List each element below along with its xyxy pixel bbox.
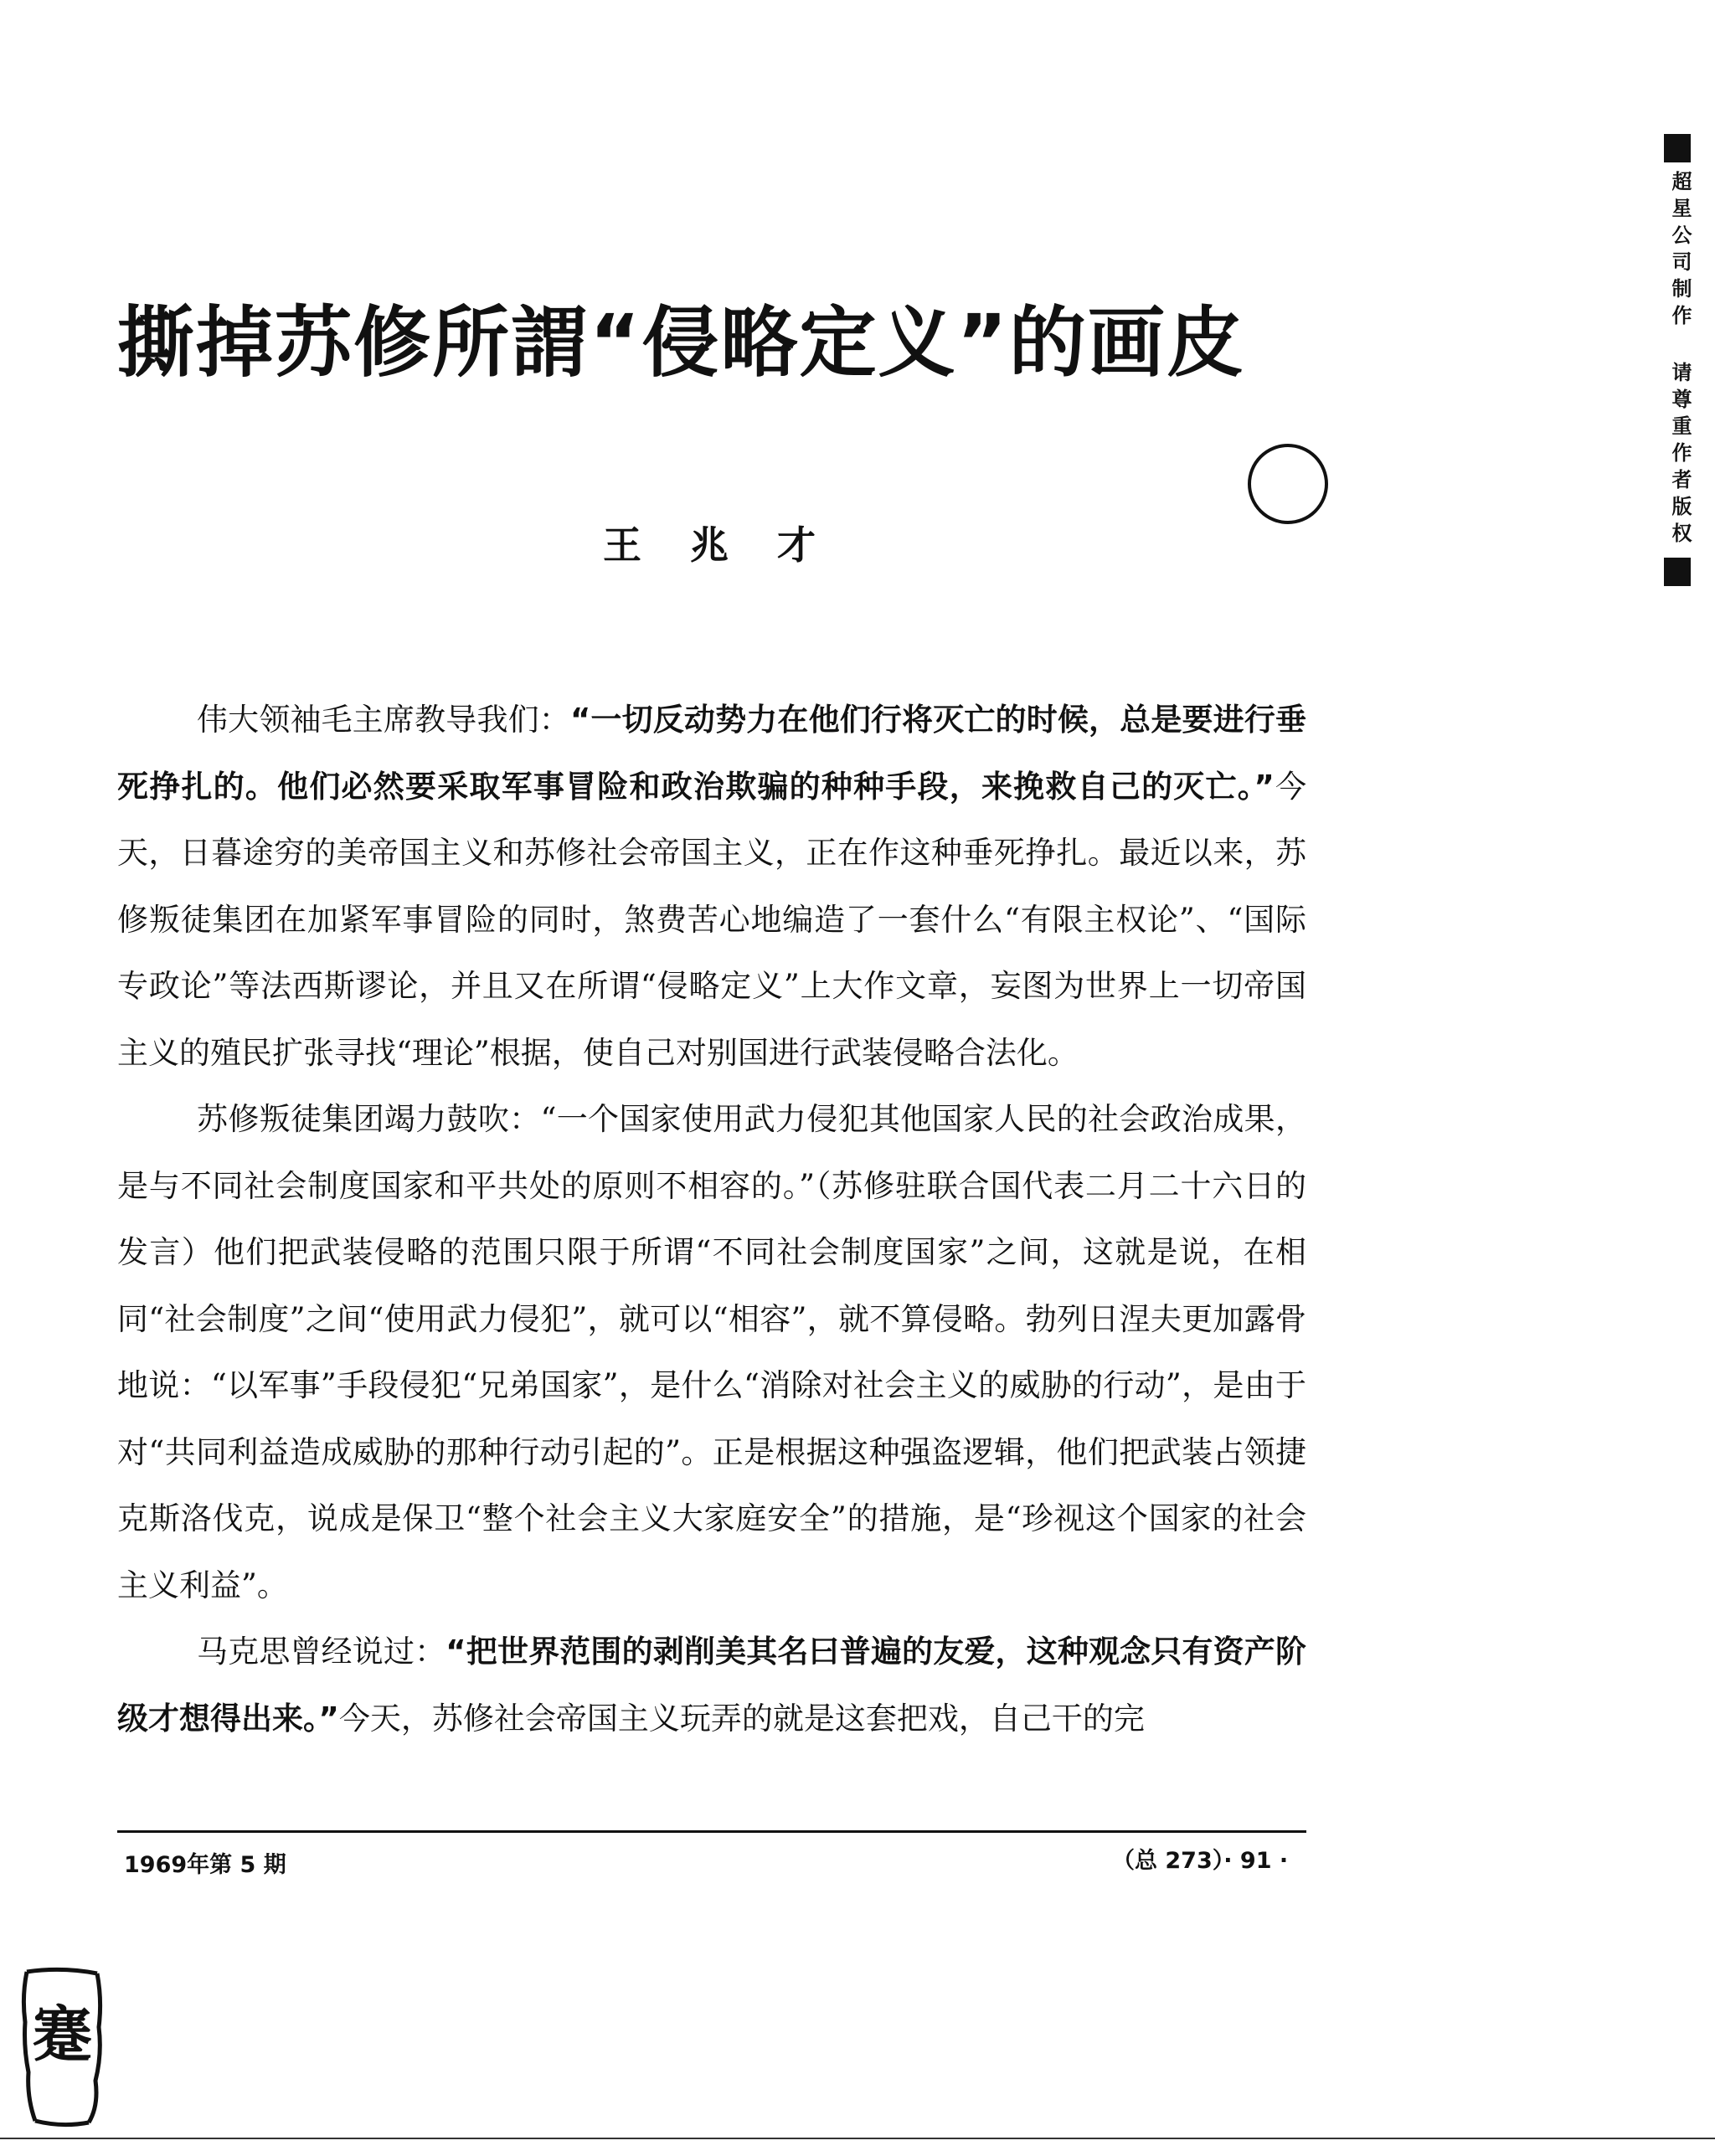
p3-rest: 今天，苏修社会帝国主义玩弄的就是这套把戏，自己干的完 — [338, 1700, 1145, 1737]
paragraph-2: 苏修叛徒集团竭力鼓吹：“一个国家使用武力侵犯其他国家人民的社会政治成果，是与不同社会制度国家和平共处的原则不相容的。”（苏修驻联合国代表二月二十六日的发言）他们把武装侵略的范围只限于所谓“不同社会制度国家”之间，这就是说，在相同“社会制度”之间“使用武力侵犯”，就可以“相容”，就不算侵略。勃列日涅夫更加露骨地说：“以军事”手段侵犯“兄弟国家”，是什么“消除对社会主义的威胁的行动”，是由于对“共同利益造成威胁的那种行动引起的”。正是根据这种强盗逻辑，他们把武装占领捷克斯洛伐克，说成是保卫“整个社会主义大家庭安全”的措施，是“珍视这个国家的社会主义利益”。 — [117, 1101, 1306, 1603]
side-banner — [1662, 134, 1696, 586]
p3-quote: “把世界范围的剥削美其名曰普遍的友爱，这种观念只有资产阶级才想得出来。” — [117, 1634, 1306, 1737]
article-body — [117, 687, 1306, 1752]
side-banner-text: 超星公司制作 请尊重作者版权 — [1668, 171, 1692, 549]
seal-stamp-icon — [15, 1963, 109, 2131]
banner-bar-bottom — [1664, 558, 1691, 586]
seal-glyph: 蹇 — [31, 1999, 93, 2070]
p1-rest: 今天，日暮途穷的美帝国主义和苏修社会帝国主义，正在作这种垂死挣扎。最近以来，苏修叛徒集团在加紧军事冒险的同时，煞费苦心地编造了一套什么“有限主权论”、“国际专政论”等法西斯谬论，并且又在所谓“侵略定义”上大作文章，妄图为世界上一切帝国主义的殖民扩张寻找“理论”根据，使自己对别国进行武装侵略合法化。 — [117, 768, 1307, 1071]
p1-lead: 伟大领袖毛主席教导我们： — [197, 702, 570, 738]
p3-lead: 马克思曾经说过： — [197, 1634, 446, 1670]
footer-rule — [117, 1830, 1306, 1833]
page-title: 撕掉苏修所謂“侵略定义”的画皮 — [117, 298, 1245, 388]
circle-mark — [1248, 444, 1328, 524]
page-number: （总 273）· 91 · — [1112, 1848, 1289, 1874]
p1-quote: “一切反动势力在他们行将灭亡的时候，总是要进行垂死挣扎的。他们必然要采取军事冒险和政治欺骗的种种手段，来挽救自己的灭亡。” — [117, 702, 1306, 805]
banner-bar-top — [1664, 134, 1691, 162]
author: 王兆才 — [603, 522, 864, 568]
page-bottom-edge — [0, 2138, 1715, 2139]
issue-label: 1969年第 5 期 — [124, 1852, 286, 1878]
paragraph-1 — [117, 687, 1306, 1086]
paragraph-3 — [117, 1618, 1306, 1752]
